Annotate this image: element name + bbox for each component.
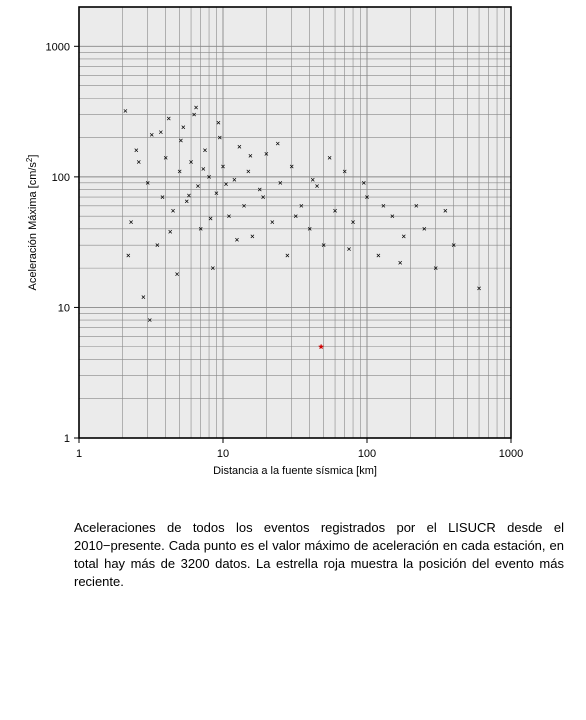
y-axis-title — [25, 155, 40, 291]
y-axis-title-end: ] — [27, 154, 39, 158]
y-tick-label: 10 — [57, 302, 70, 315]
y-tick-label: 100 — [51, 171, 70, 184]
y-axis-title-main: Aceleración Máxima [cm/s — [27, 162, 39, 291]
x-tick-label: 1000 — [498, 448, 524, 460]
y-axis-title-sup: 2 — [24, 157, 34, 163]
plot-background — [79, 7, 511, 438]
x-tick-label: 100 — [357, 448, 377, 460]
x-tick-label: 1 — [75, 448, 83, 460]
x-axis-title: Distancia a la fuente sísmica [km] — [213, 465, 377, 477]
figure-caption: Aceleraciones de todos los eventos registrados por el LISUCR desde el 2010−presente. Cada punto es el valor máximo de aceleración en cada estación, en total hay más de 3200 datos. La estrella roja muestra la posición del evento más reciente. — [74, 520, 564, 589]
y-tick-label: 1 — [63, 433, 70, 445]
x-tick-label: 10 — [216, 448, 230, 460]
y-tick-label: 1000 — [45, 41, 70, 54]
